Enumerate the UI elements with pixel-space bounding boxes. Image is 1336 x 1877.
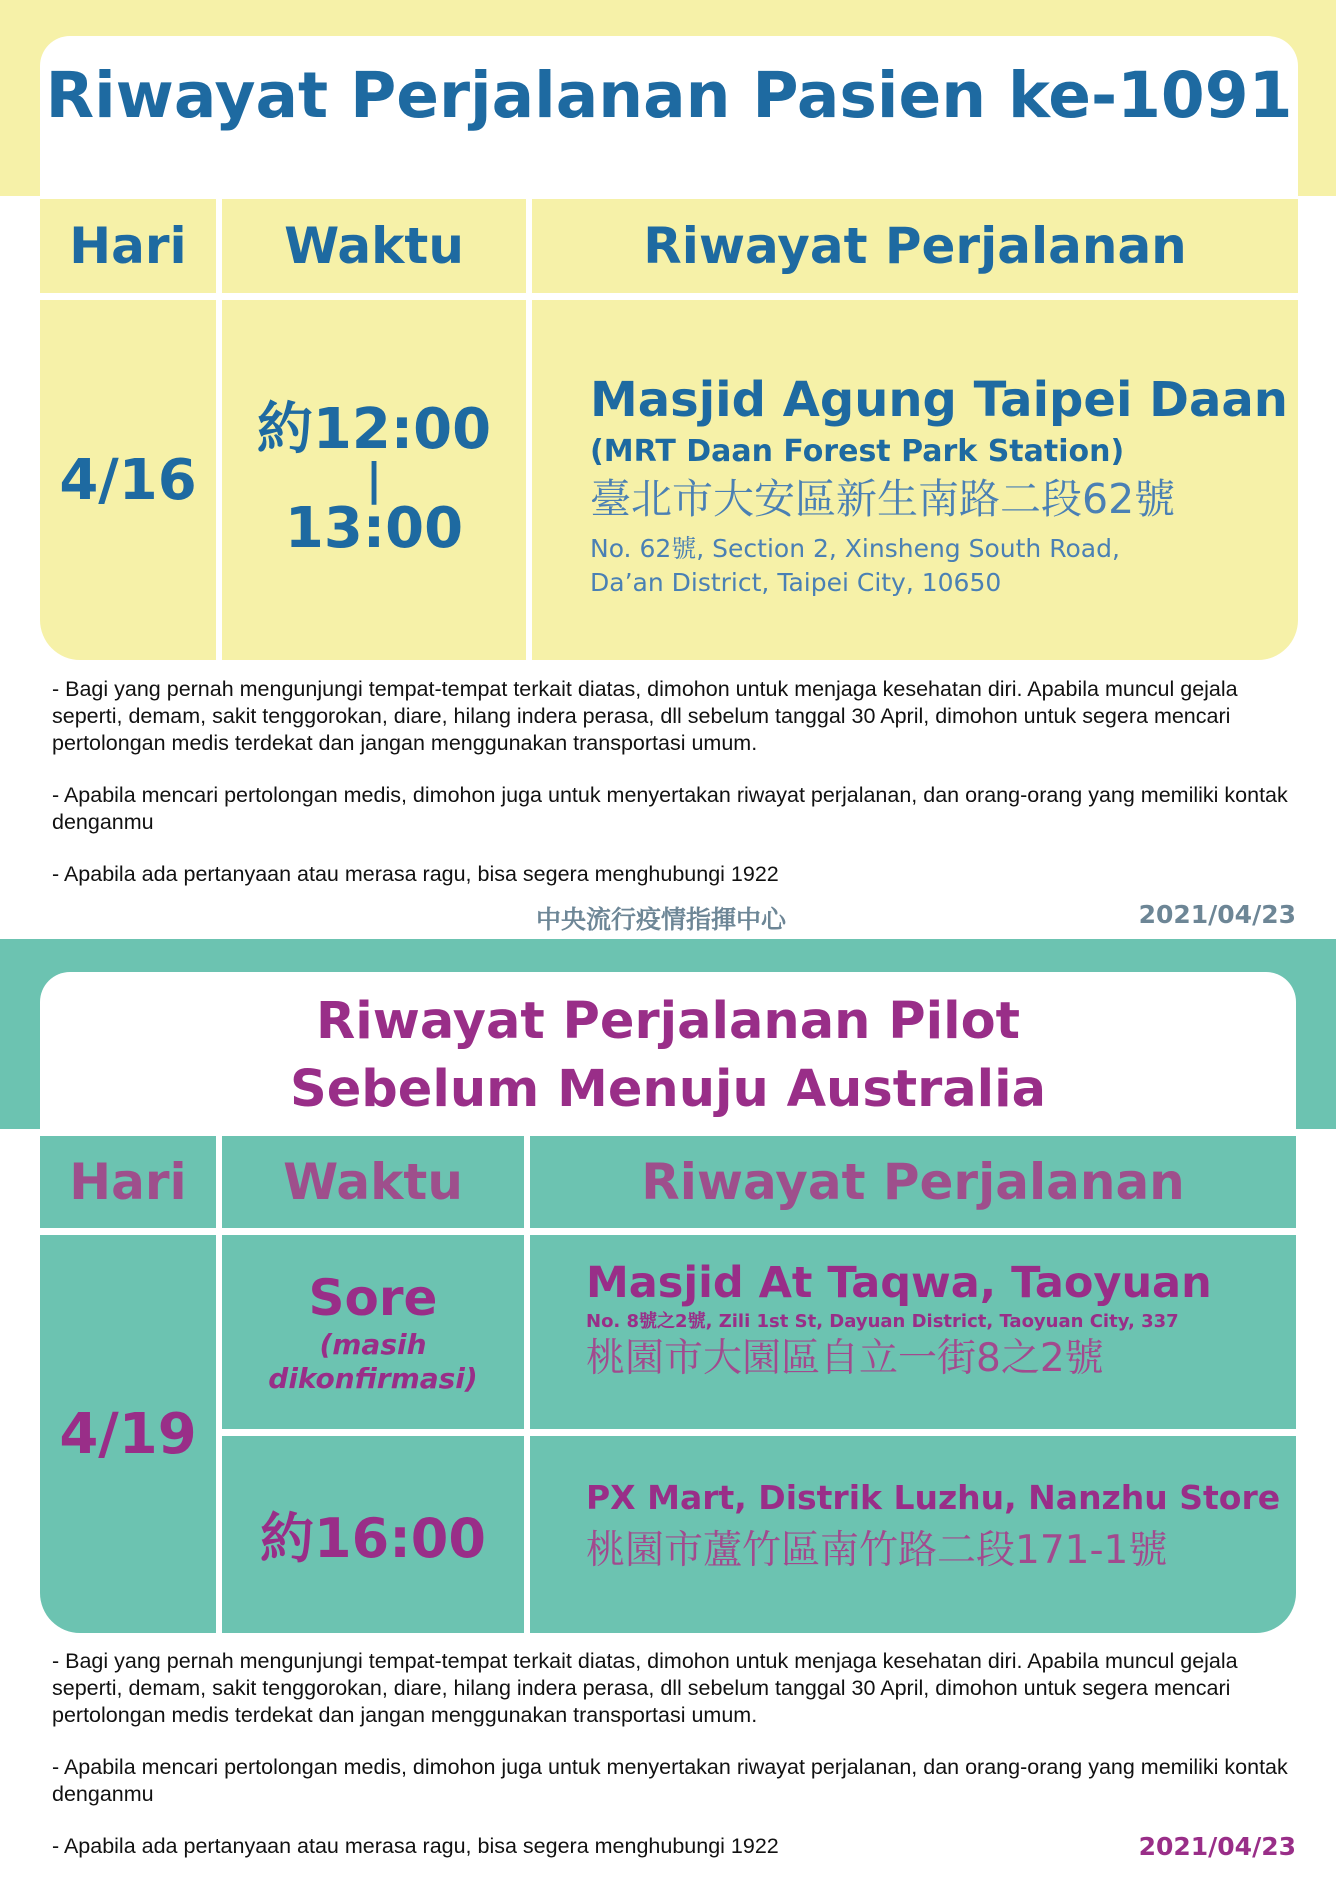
section2-time-sore: Sore: [308, 1269, 438, 1328]
section1-day-cell: 4/16: [40, 300, 216, 660]
section2-title: [40, 988, 1296, 1124]
section1-time-end: 13:00: [284, 495, 464, 561]
section1-date: 2021/04/23: [1138, 900, 1296, 929]
section2-title-line1: Riwayat Perjalanan Pilot: [316, 992, 1020, 1051]
section1-header-time: Waktu: [222, 199, 526, 293]
section2-note-1: - Bagi yang pernah mengunjungi tempat-tempat terkait diatas, dimohon untuk menjaga kesehatan diri. Apabila muncul gejala seperti, demam, sakit tenggorokan, diare, hilang indera perasa, dll sebelum tanggal 30 April, dimohon untuk segera mencari pertolongan medis terdekat dan jangan menggunakan transportasi umum.: [52, 1649, 1238, 1727]
section1-time-start: 約12:00: [256, 397, 492, 463]
section1-address-zh: 臺北市大安區新生南路二段62號: [590, 474, 1176, 523]
section2-day-cell: 4/19: [40, 1235, 216, 1633]
section2-place-name-2: PX Mart, Distrik Luzhu, Nanzhu Store: [586, 1478, 1281, 1517]
section1-location: [590, 372, 1290, 599]
section1-place-name: Masjid Agung Taipei Daan: [590, 372, 1288, 428]
section1-address-en-line2: Da’an District, Taipei City, 10650: [590, 567, 1002, 597]
section2-location-1: [586, 1258, 1212, 1385]
section2-date: 2021/04/23: [1138, 1832, 1296, 1861]
section2-notes: [52, 1648, 1302, 1877]
section2-place-name-1: Masjid At Taqwa, Taoyuan: [586, 1258, 1212, 1308]
section1-title: Riwayat Perjalanan Pasien ke-1091: [45, 59, 1293, 132]
section2-time-note: (masih dikonfirmasi): [268, 1328, 478, 1395]
section2-time-cell-1: [222, 1235, 524, 1429]
section1-header-day: Hari: [40, 199, 216, 293]
section1-note-2: - Apabila mencari pertolongan medis, dimohon juga untuk menyertakan riwayat perjalanan, dan orang-orang yang memiliki kontak denganmu: [52, 783, 1288, 834]
section2-header-history: Riwayat Perjalanan: [530, 1136, 1296, 1228]
section1-place-note: (MRT Daan Forest Park Station): [590, 433, 1125, 469]
section1-time-separator: |: [365, 454, 383, 506]
section2-address-en-1: No. 8號之2號, Zili 1st St, Dayuan District, Taoyuan City, 337: [586, 1310, 1179, 1332]
section2-header-time: Waktu: [222, 1136, 524, 1228]
section1-note-1: - Bagi yang pernah mengunjungi tempat-tempat terkait diatas, dimohon untuk menjaga kesehatan diri. Apabila muncul gejala seperti, demam, sakit tenggorokan, diare, hilang indera perasa, dll sebelum tanggal 30 April, dimohon untuk segera mencari pertolongan medis terdekat dan jangan menggunakan transportasi umum.: [52, 677, 1238, 755]
section2-title-line2: Sebelum Menuju Australia: [289, 1060, 1047, 1119]
section2-time-cell-2: 約16:00: [222, 1436, 524, 1633]
section1-notes: [52, 676, 1302, 913]
section1-time-cell: [222, 300, 526, 660]
section1-note-3: - Apabila ada pertanyaan atau merasa ragu, bisa segera menghubungi 1922: [52, 862, 779, 886]
section1-address-en: [590, 532, 1290, 600]
organization-name: 中央流行疫情指揮中心: [536, 905, 787, 934]
section2-note-3: - Apabila ada pertanyaan atau merasa ragu, bisa segera menghubungi 1922: [52, 1834, 779, 1858]
section2-address-zh-2: 桃園市蘆竹區南竹路二段171-1號: [586, 1527, 1168, 1573]
section1-header-history: Riwayat Perjalanan: [532, 199, 1298, 293]
section1-address-en-line1: No. 62號, Section 2, Xinsheng South Road,: [590, 533, 1120, 563]
section2-address-zh-1: 桃園市大園區自立一街8之2號: [586, 1335, 1104, 1381]
section2-header-day: Hari: [40, 1136, 216, 1228]
section2-location-2: [586, 1478, 1280, 1576]
section2-note-2: - Apabila mencari pertolongan medis, dimohon juga untuk menyertakan riwayat perjalanan, dan orang-orang yang memiliki kontak denganmu: [52, 1755, 1288, 1806]
